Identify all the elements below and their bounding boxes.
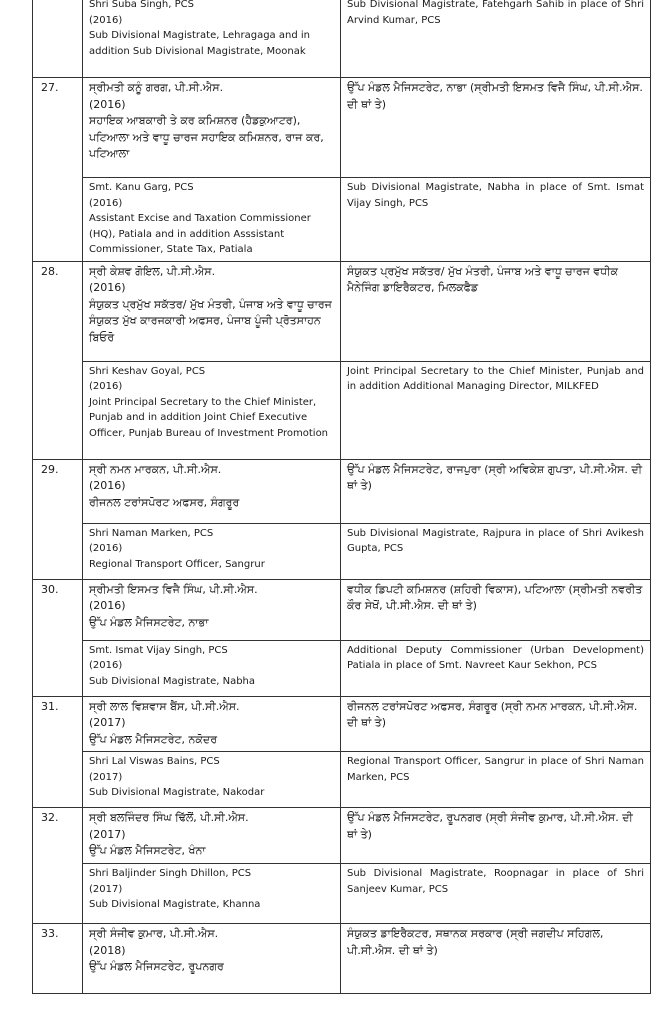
officer-details-en [83,361,341,459]
officer-details-pa [83,696,341,752]
new-posting-en [341,640,651,696]
current-posting: ਉੱਪ ਮੰਡਲ ਮੈਜਿਸਟਰੇਟ, ਨਕੋਦਰ [89,732,218,746]
new-posting-pa [341,579,651,640]
current-posting: ਸਹਾਇਕ ਆਬਕਾਰੀ ਤੇ ਕਰ ਕਮਿਸ਼ਨਰ (ਹੈਡਕੁਆਟਰ), ਪਟਿਆਲਾ ਅਤੇ ਵਾਧੂ ਚਾਰਜ ਸਹਾਇਕ ਕਮਿਸ਼ਨਰ, ਰਾਜ ਕਰ, ਪਟਿਆਲਾ [89,114,324,160]
officer-batch: (2017) [89,771,123,783]
officer-details-en [83,864,341,924]
new-posting-text: ਉੱਪ ਮੰਡਲ ਮੈਜਿਸਟਰੇਟ, ਰੂਪਨਗਰ (ਸ੍ਰੀ ਸੰਜੀਵ ਕੁਮਾਰ, ਪੀ.ਸੀ.ਐਸ. ਦੀ ਥਾਂ ਤੇ) [347,811,633,841]
new-posting-text: Sub Divisional Magistrate, Fatehgarh Sahib in place of Shri Arvind Kumar, PCS [347,0,644,26]
new-posting-text: ਸੰਯੁਕਤ ਪ੍ਰਮੁੱਖ ਸਕੱਤਰ/ ਮੁੱਖ ਮੰਤਰੀ, ਪੰਜਾਬ ਅਤੇ ਵਾਧੂ ਚਾਰਜ ਵਧੀਕ ਮੈਨੇਜਿੰਗ ਡਾਇਰੈਕਟਰ, ਮਿਲਕਫੈਡ [347,264,618,294]
officer-name: Shri Baljinder Singh Dhillon, PCS [89,868,252,879]
officer-batch: (2016) [89,97,126,111]
officer-details-en [83,178,341,262]
officer-details-en [83,752,341,808]
serial-number: 30. [33,579,83,696]
current-posting: Sub Divisional Magistrate, Khanna [89,899,261,910]
current-posting: Regional Transport Officer, Sangrur [89,558,265,570]
table-row [33,178,651,262]
serial-number: 32. [33,808,83,924]
new-posting-en [341,523,651,579]
new-posting-pa [341,78,651,178]
table-row [33,640,651,696]
officer-batch: (2016) [89,479,126,492]
officer-batch: (2016) [89,14,123,26]
officer-details-pa [83,924,341,994]
current-posting: Sub Divisional Magistrate, Nabha [89,675,256,687]
new-posting-pa [341,459,651,523]
officer-batch: (2017) [89,883,123,895]
officer-name: ਸ੍ਰੀਮਤੀ ਇਸਮਤ ਵਿਜੈ ਸਿੰਘ, ਪੀ.ਸੀ.ਐਸ. [89,582,258,596]
new-posting-text: ਵਧੀਕ ਡਿਪਟੀ ਕਮਿਸ਼ਨਰ (ਸ਼ਹਿਰੀ ਵਿਕਾਸ), ਪਟਿਆਲਾ (ਸ੍ਰੀਮਤੀ ਨਵਰੀਤ ਕੌਰ ਸੇਖੋਂ, ਪੀ.ਸੀ.ਐਸ. ਦੀ ਥਾਂ ਤੇ) [347,582,643,612]
serial-number: 27. [33,78,83,262]
new-posting-text: Joint Principal Secretary to the Chief Minister, Punjab and in addition Additional Managing Director, MILKFED [347,365,644,392]
current-posting: Assistant Excise and Taxation Commissioner (HQ), Patiala and in addition Asssistant Commissioner, State Tax, Patiala [89,213,311,255]
new-posting-en [341,864,651,924]
new-posting-text: ਉੱਪ ਮੰਡਲ ਮੈਜਿਸਟਰੇਟ, ਰਾਜਪੁਰਾ (ਸ੍ਰੀ ਅਵਿਕੇਸ਼ ਗੁਪਤਾ, ਪੀ.ਸੀ.ਐਸ. ਦੀ ਥਾਂ ਤੇ) [347,462,643,492]
officer-name: Shri Suba Singh, PCS [89,0,194,10]
table-row [33,808,651,864]
officer-name: Smt. Ismat Vijay Singh, PCS [89,644,228,656]
table-row [33,752,651,808]
table-row [33,261,651,361]
current-posting: Sub Divisional Magistrate, Nakodar [89,787,265,798]
new-posting-en [341,361,651,459]
officer-batch: (2018) [89,943,126,957]
new-posting-text: ਰੀਜਨਲ ਟਰਾਂਸਪੋਰਟ ਅਫਸਰ, ਸੰਗਰੂਰ (ਸ੍ਰੀ ਨਮਨ ਮਾਰਕਨ, ਪੀ.ਸੀ.ਐਸ. ਦੀ ਥਾਂ ਤੇ) [347,699,638,729]
officer-details-pa [83,808,341,864]
officer-name: ਸ੍ਰੀ ਲਾਲ ਵਿਸ਼ਵਾਸ ਬੈਂਸ, ਪੀ.ਸੀ.ਐਸ. [89,699,240,713]
officer-name: Shri Lal Viswas Bains, PCS [89,756,220,767]
officer-batch: (2016) [89,660,123,671]
table-row [33,696,651,752]
new-posting-text: ਉੱਪ ਮੰਡਲ ਮੈਜਿਸਟਰੇਟ, ਨਾਭਾ (ਸ੍ਰੀਮਤੀ ਇਸਮਤ ਵਿਜੈ ਸਿੰਘ, ਪੀ.ਸੀ.ਐਸ. ਦੀ ਥਾਂ ਤੇ) [347,81,643,111]
officer-batch: (2017) [89,827,126,841]
officer-name: Shri Keshav Goyal, PCS [89,365,206,377]
serial-number: 33. [33,924,83,994]
officer-details-pa [83,261,341,361]
new-posting-en [341,178,651,262]
officer-details-en [83,523,341,579]
new-posting-en [341,0,651,78]
officer-details-pa [83,78,341,178]
officer-name: ਸ੍ਰੀਮਤੀ ਕਨੂੰ ਗਰਗ, ਪੀ.ਸੀ.ਐਸ. [89,81,224,94]
current-posting: Joint Principal Secretary to the Chief Minister, Punjab and in addition Joint Chief Executive Officer, Punjab Bureau of Investment Promotion [89,396,329,439]
current-posting: Sub Divisional Magistrate, Lehragaga and in addition Sub Divisional Magistrate, Moonak [89,30,310,57]
table-row [33,361,651,459]
table-row [33,579,651,640]
officer-batch: (2016) [89,281,126,294]
new-posting-text: Sub Divisional Magistrate, Nabha in place of Smt. Ismat Vijay Singh, PCS [347,182,644,209]
serial-number: 29. [33,459,83,579]
officer-batch: (2016) [89,599,126,612]
officer-name: ਸ੍ਰੀ ਕੇਸ਼ਵ ਗੋਇਲ, ਪੀ.ਸੀ.ਐਸ. [89,264,216,278]
officer-batch: (2017) [89,716,126,729]
officer-name: ਸ੍ਰੀ ਨਮਨ ਮਾਰਕਨ, ਪੀ.ਸੀ.ਐਸ. [89,462,222,476]
new-posting-en [341,752,651,808]
new-posting-pa [341,696,651,752]
officer-details-en [83,0,341,78]
serial-number [33,0,83,78]
table-row [33,459,651,523]
new-posting-pa [341,261,651,361]
officer-name: ਸ੍ਰੀ ਬਲਜਿੰਦਰ ਸਿੰਘ ਢਿੱਲੋਂ, ਪੀ.ਸੀ.ਐਸ. [89,811,249,824]
new-posting-text: Sub Divisional Magistrate, Roopnagar in place of Shri Sanjeev Kumar, PCS [347,868,644,895]
officer-name: Smt. Kanu Garg, PCS [89,182,194,193]
new-posting-pa [341,808,651,864]
officer-details-pa [83,459,341,523]
current-posting: ਰੀਜਨਲ ਟਰਾਂਸਪੋਰਟ ਅਫਸਰ, ਸੰਗਰੂਰ [89,495,240,509]
current-posting: ਉੱਪ ਮੰਡਲ ਮੈਜਿਸਟਰੇਟ, ਖੰਨਾ [89,844,206,857]
officer-batch: (2016) [89,381,123,392]
table-row [33,864,651,924]
table-row [33,924,651,994]
table-row [33,0,651,78]
officer-name: ਸ੍ਰੀ ਸੰਜੀਵ ਕੁਮਾਰ, ਪੀ.ਸੀ.ਐਸ. [89,927,219,940]
new-posting-text: Additional Deputy Commissioner (Urban Development) Patiala in place of Smt. Navreet Kaur Sekhon, PCS [347,644,644,671]
officer-details-en [83,640,341,696]
current-posting: ਸੰਯੁਕਤ ਪ੍ਰਮੁੱਖ ਸਕੱਤਰ/ ਮੁੱਖ ਮੰਤਰੀ, ਪੰਜਾਬ ਅਤੇ ਵਾਧੂ ਚਾਰਜ ਸੰਯੁਕਤ ਮੁੱਖ ਕਾਰਜਕਾਰੀ ਅਫਸਰ, ਪੰਜਾਬ ਪੂੰਜੀ ਪ੍ਰੋਤਸਾਹਨ ਬਿਓਰੋ [89,297,332,344]
officer-name: Shri Naman Marken, PCS [89,527,214,539]
new-posting-text: Sub Divisional Magistrate, Rajpura in place of Shri Avikesh Gupta, PCS [347,527,644,554]
current-posting: ਉੱਪ ਮੰਡਲ ਮੈਜਿਸਟਰੇਟ, ਨਾਭਾ [89,615,209,629]
officer-batch: (2016) [89,197,123,209]
new-posting-pa [341,924,651,994]
transfer-table [32,0,651,994]
serial-number: 28. [33,261,83,459]
new-posting-text: ਸੰਯੁਕਤ ਡਾਇਰੈਕਟਰ, ਸਥਾਨਕ ਸਰਕਾਰ (ਸ੍ਰੀ ਜਗਦੀਪ ਸਹਿਗਲ, ਪੀ.ਸੀ.ਐਸ. ਦੀ ਥਾਂ ਤੇ) [347,927,604,957]
officer-details-pa [83,579,341,640]
officer-batch: (2016) [89,543,123,554]
serial-number: 31. [33,696,83,808]
table-row [33,78,651,178]
table-row [33,523,651,579]
current-posting: ਉੱਪ ਮੰਡਲ ਮੈਜਿਸਟਰੇਟ, ਰੂਪਨਗਰ [89,960,224,973]
new-posting-text: Regional Transport Officer, Sangrur in place of Shri Naman Marken, PCS [347,756,644,783]
